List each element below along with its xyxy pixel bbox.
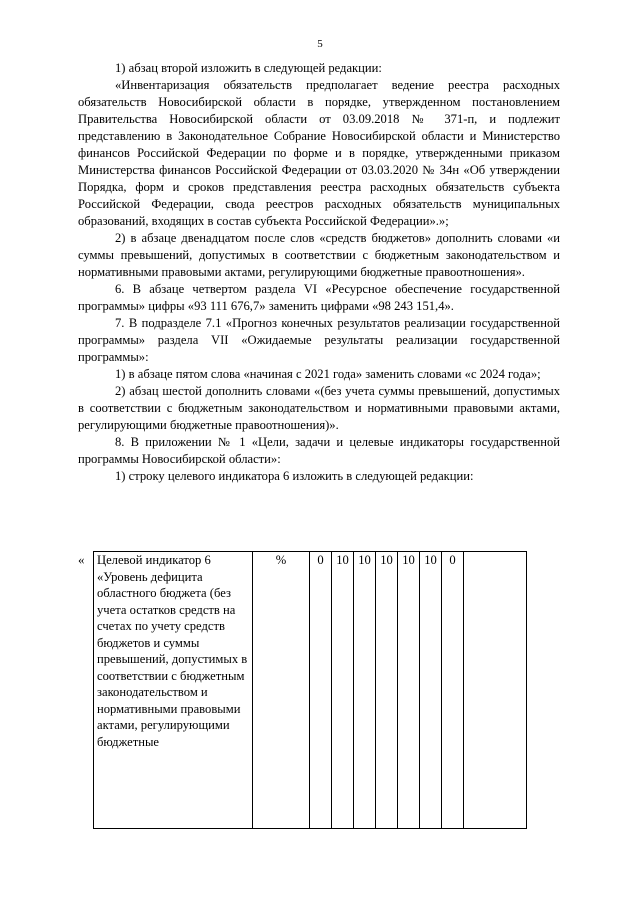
open-quote: « <box>78 552 85 567</box>
document-body <box>78 60 560 485</box>
empty-cell <box>464 552 527 829</box>
paragraph: 2) абзац шестой дополнить словами «(без учета суммы превышений, допустимых в соответствии с бюджетным законодательством и нормативными правовыми актами, регулирующими бюджетные правоотношения)». <box>78 384 560 432</box>
indicator-name-cell: Целевой индикатор 6 «Уровень дефицита областного бюджета (без учета остатков средств на счетах по учету средств бюджетов и суммы превышений, допустимых в соответствии с бюджетным законодательством и нормативными правовыми актами, регулирующими бюджетные <box>94 552 253 829</box>
value-cell: 10 <box>376 552 398 829</box>
paragraph: 6. В абзаце четвертом раздела VI «Ресурсное обеспечение государственной программы» цифры «93 111 676,7» заменить цифрами «98 243 151,4». <box>78 282 560 313</box>
value-cell: 10 <box>420 552 442 829</box>
paragraph: 1) абзац второй изложить в следующей редакции: <box>115 61 382 75</box>
paragraph: 7. В подразделе 7.1 «Прогноз конечных результатов реализации государственной программы» раздела VII «Ожидаемые результаты реализации государственной программы»: <box>78 316 560 364</box>
value-cell: 0 <box>442 552 464 829</box>
value-cell: 10 <box>398 552 420 829</box>
table-row <box>94 552 527 829</box>
paragraph: 8. В приложении № 1 «Цели, задачи и целевые индикаторы государственной программы Новосибирской области»: <box>78 435 560 466</box>
page-number: 5 <box>317 38 323 50</box>
paragraph: 1) строку целевого индикатора 6 изложить в следующей редакции: <box>115 469 474 483</box>
value-cell: 10 <box>354 552 376 829</box>
paragraph: 1) в абзаце пятом слова «начиная с 2021 года» заменить словами «с 2024 года»; <box>115 367 541 381</box>
paragraph: 2) в абзаце двенадцатом после слов «средств бюджетов» дополнить словами «и суммы превышений, допустимых в соответствии с бюджетным законодательством и нормативными правовыми актами, регулирующими бюджетные правоотношения». <box>78 231 560 279</box>
value-cell: 0 <box>310 552 332 829</box>
indicator-table-block <box>78 551 560 830</box>
paragraph: «Инвентаризация обязательств предполагает ведение реестра расходных обязательств Новосибирской области в порядке, утвержденном постановлением Правительства Новосибирской области от 03.09.2018 № 371-п, и подлежит представлению в Законодательное Собрание Новосибирской области и Министерство финансов Российской Федерации по форме и в порядке, утвержденными приказом Министерства финансов Российской Федерации от 03.03.2020 № 34н «Об утверждении Порядка, форм и сроков представления реестра расходных обязательств субъекта Российской Федерации, свода реестров расходных обязательств муниципальных образований, входящих в состав субъекта Российской Федерации».»; <box>78 78 560 228</box>
indicator-table <box>93 551 527 829</box>
value-cell: 10 <box>332 552 354 829</box>
unit-cell: % <box>253 552 310 829</box>
